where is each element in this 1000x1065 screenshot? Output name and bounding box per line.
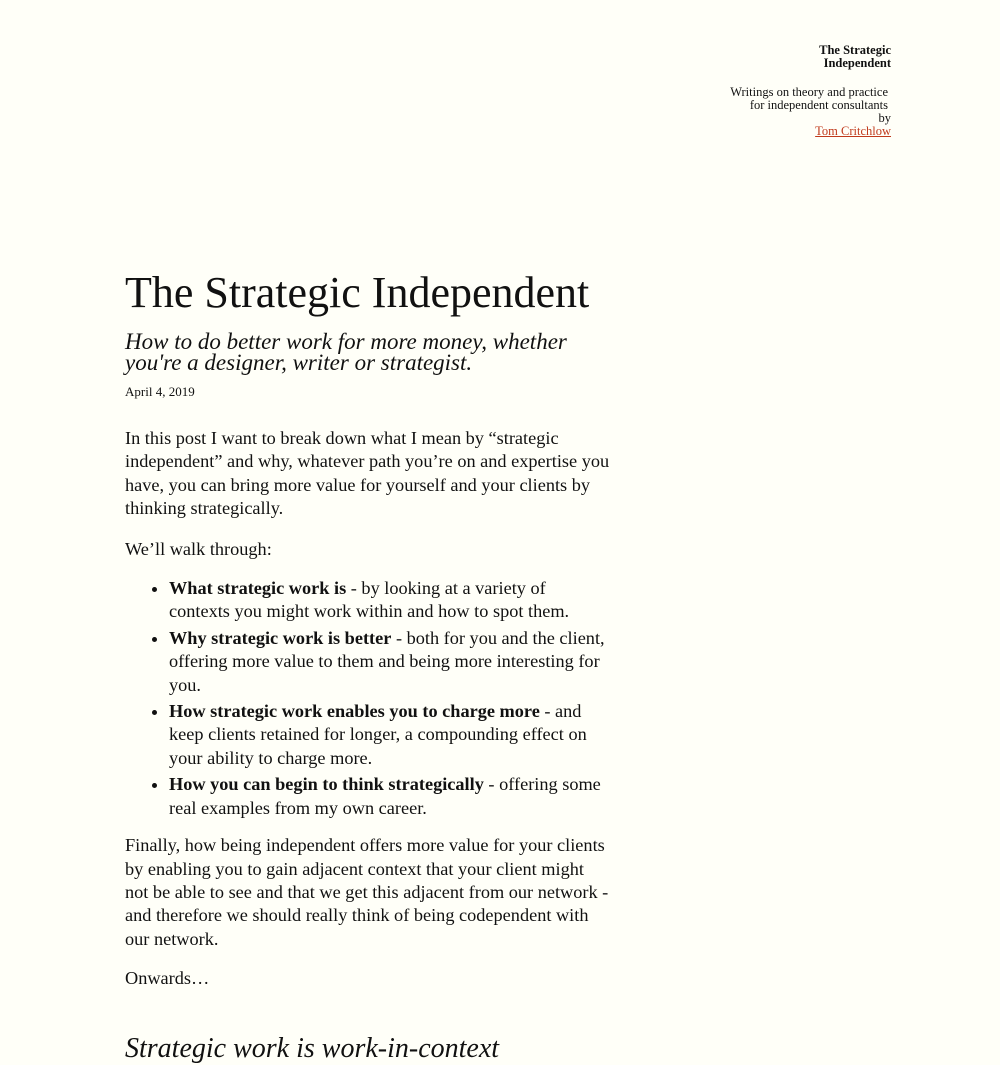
site-title[interactable] (691, 44, 891, 70)
walk-through-paragraph: We’ll walk through: (125, 538, 272, 559)
overview-list (125, 577, 611, 820)
article-title: The Strategic Independent (125, 268, 590, 317)
section-heading: Strategic work is work-in-context (125, 1032, 500, 1064)
site-title-line-2[interactable]: Independent (823, 56, 891, 70)
onwards-paragraph: Onwards… (125, 968, 210, 989)
list-item-heading: Why strategic work is better (169, 627, 392, 648)
list-item-heading: What strategic work is (169, 578, 347, 599)
list-item-text: - both for you and the client, offering more value to them and being more interesting for you. (169, 627, 605, 695)
article-subtitle: How to do better work for more money, whether you're a designer, writer or strategist. (125, 329, 567, 375)
article (125, 266, 611, 1065)
article-date: April 4, 2019 (125, 384, 195, 399)
list-item-text: - offering some real examples from my own career. (169, 774, 601, 818)
list-item (169, 700, 611, 770)
list-item-text: - and keep clients retained for longer, a compounding effect on your ability to charge more. (169, 701, 587, 768)
list-item (169, 577, 611, 624)
finally-paragraph: Finally, how being independent offers more value for your clients by enabling you to gain adjacent context that your client might not be able to see and that we get this adjacent from our network - and therefore we should really think of being codependent with our network. (125, 835, 609, 949)
tagline-line-2: for independent consultants (749, 98, 888, 112)
list-item-heading: How you can begin to think strategically (169, 774, 484, 795)
list-item-text: - by looking at a variety of contexts you might work within and how to spot them. (169, 578, 570, 622)
site-tagline (691, 86, 891, 138)
by-label: by (878, 111, 891, 125)
list-item-heading: How strategic work enables you to charge more (169, 701, 540, 722)
intro-paragraph: In this post I want to break down what I mean by “strategic independent” and why, whatever path you’re on and expertise you have, you can bring more value for yourself and your clients by thinking strategically. (125, 428, 610, 519)
site-title-line-1[interactable]: The Strategic (819, 43, 891, 57)
byline (691, 112, 891, 138)
tagline-line-1: Writings on theory and practice (730, 85, 888, 99)
author-link[interactable]: Tom Critchlow (815, 124, 891, 138)
site-header (691, 44, 891, 138)
list-item (169, 773, 611, 820)
list-item (169, 627, 611, 697)
